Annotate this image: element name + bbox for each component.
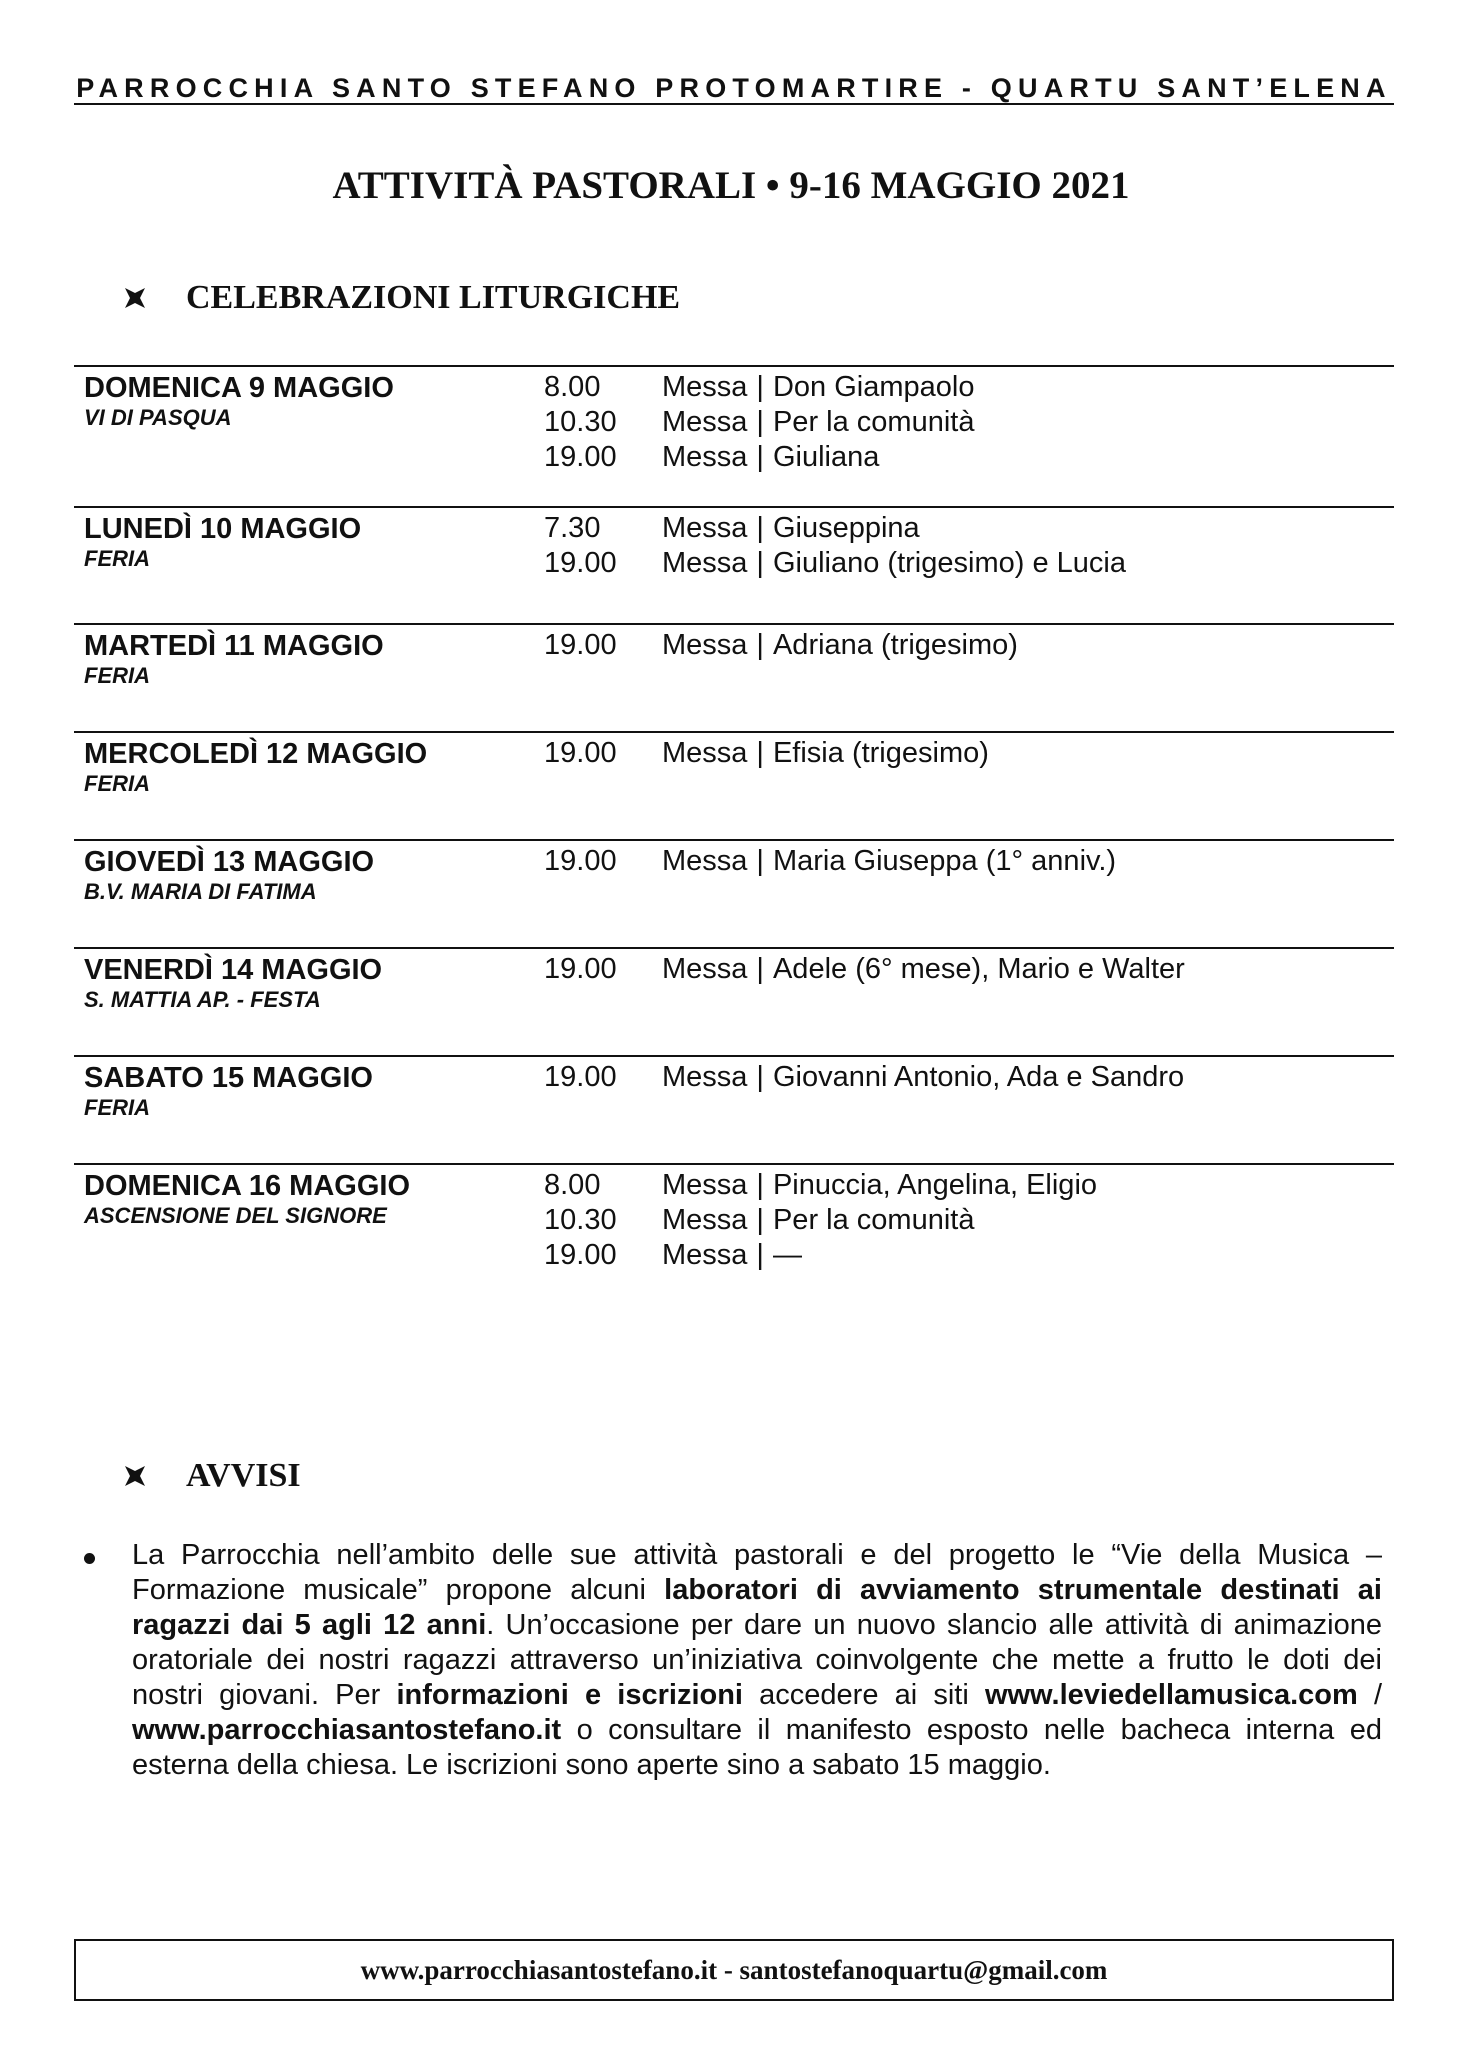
day-liturgy: VI DI PASQUA — [84, 405, 232, 430]
cross-icon — [124, 287, 146, 309]
day-liturgy: FERIA — [84, 1095, 150, 1120]
notices-title: AVVISI — [186, 1457, 301, 1494]
bullet-icon — [84, 1553, 95, 1564]
mass-type: Messa — [662, 1239, 748, 1271]
mass-type: Messa — [662, 441, 748, 473]
mass-row — [544, 628, 1018, 663]
page-title: ATTIVITÀ PASTORALI • 9-16 MAGGIO 2021 — [332, 164, 1130, 207]
notice-item — [132, 1538, 1382, 1783]
cross-icon — [124, 1465, 146, 1487]
separator: | — [756, 1204, 764, 1236]
mass-type: Messa — [662, 953, 748, 985]
mass-type: Messa — [662, 406, 748, 438]
mass-time: 19.00 — [544, 547, 617, 579]
separator: | — [756, 1239, 764, 1271]
day-row — [74, 623, 1394, 731]
mass-list — [544, 1168, 1097, 1273]
celebrations-title: CELEBRAZIONI LITURGICHE — [186, 279, 681, 316]
mass-row — [544, 1238, 1097, 1273]
day-row — [74, 839, 1394, 947]
mass-intention: Giuliana — [772, 441, 880, 473]
day-liturgy: B.V. MARIA DI FATIMA — [84, 879, 317, 904]
mass-row — [544, 844, 1116, 879]
parish-site-link[interactable]: www.parrocchiasantostefano.it — [132, 1714, 562, 1746]
notice-highlight: laboratori di avviamento strumentale destinati ai ragazzi dai 5 agli 12 anni — [132, 1574, 1382, 1641]
mass-intention: Pinuccia, Angelina, Eligio — [772, 1169, 1098, 1201]
mass-time: 10.30 — [544, 1204, 617, 1236]
mass-time: 19.00 — [544, 953, 617, 985]
mass-type: Messa — [662, 845, 748, 877]
mass-intention: Don Giampaolo — [772, 371, 975, 403]
mass-time: 8.00 — [544, 1169, 601, 1201]
mass-row — [544, 511, 1126, 546]
mass-intention: Per la comunità — [772, 1204, 975, 1236]
mass-time: 19.00 — [544, 845, 617, 877]
mass-type: Messa — [662, 547, 748, 579]
separator: | — [756, 1061, 764, 1093]
day-row — [74, 947, 1394, 1055]
notice-highlight: informazioni e iscrizioni — [396, 1679, 743, 1711]
music-site-link[interactable]: www.leviedellamusica.com — [984, 1679, 1358, 1711]
day-name: MERCOLEDÌ 12 MAGGIO — [84, 738, 428, 770]
mass-time: 7.30 — [544, 512, 601, 544]
mass-intention: Adriana (trigesimo) — [772, 629, 1018, 661]
mass-type: Messa — [662, 629, 748, 661]
day-liturgy: FERIA — [84, 771, 150, 796]
mass-time: 19.00 — [544, 1061, 617, 1093]
day-row — [74, 506, 1394, 623]
mass-type: Messa — [662, 512, 748, 544]
mass-row — [544, 546, 1126, 581]
parish-header: PARROCCHIA SANTO STEFANO PROTOMARTIRE - QUARTU SANT’ELENA — [76, 73, 1392, 103]
footer-box — [74, 1939, 1394, 2001]
separator: | — [756, 441, 764, 473]
mass-list — [544, 952, 1185, 987]
notice-text: accedere ai siti — [743, 1679, 985, 1711]
day-name: DOMENICA 9 MAGGIO — [84, 372, 394, 404]
mass-intention: Maria Giuseppa (1° anniv.) — [772, 845, 1117, 877]
mass-intention: Per la comunità — [772, 406, 975, 438]
separator: | — [756, 512, 764, 544]
day-liturgy: FERIA — [84, 546, 150, 571]
mass-list — [544, 370, 974, 475]
mass-time: 19.00 — [544, 737, 617, 769]
day-name: DOMENICA 16 MAGGIO — [84, 1170, 411, 1202]
mass-list — [544, 628, 1018, 663]
mass-row — [544, 370, 974, 405]
separator: | — [756, 845, 764, 877]
mass-intention: Giuseppina — [772, 512, 920, 544]
separator: | — [756, 371, 764, 403]
footer-contact: www.parrocchiasantostefano.it - santostefanoquartu@gmail.com — [360, 1954, 1108, 1985]
day-row — [74, 731, 1394, 839]
mass-type: Messa — [662, 1169, 748, 1201]
celebrations-heading — [124, 274, 680, 322]
mass-row — [544, 405, 974, 440]
day-row — [74, 365, 1394, 506]
mass-intention: Giovanni Antonio, Ada e Sandro — [772, 1061, 1185, 1093]
notices-heading — [124, 1452, 301, 1500]
mass-row — [544, 1203, 1097, 1238]
day-row — [74, 1055, 1394, 1163]
liturgical-schedule — [74, 365, 1394, 1295]
mass-intention: Giuliano (trigesimo) e Lucia — [772, 547, 1126, 579]
day-name: MARTEDÌ 11 MAGGIO — [84, 630, 384, 662]
day-name: GIOVEDÌ 13 MAGGIO — [84, 846, 375, 878]
mass-list — [544, 511, 1126, 581]
mass-row — [544, 1060, 1184, 1095]
day-liturgy: S. MATTIA AP. - FESTA — [84, 987, 321, 1012]
day-name: LUNEDÌ 10 MAGGIO — [84, 513, 362, 545]
mass-time: 19.00 — [544, 1239, 617, 1271]
notice-text: / — [1357, 1679, 1383, 1711]
day-liturgy: ASCENSIONE DEL SIGNORE — [84, 1203, 387, 1228]
mass-time: 19.00 — [544, 441, 617, 473]
mass-time: 19.00 — [544, 629, 617, 661]
mass-row — [544, 440, 974, 475]
mass-row — [544, 1168, 1097, 1203]
mass-row — [544, 952, 1185, 987]
mass-type: Messa — [662, 371, 748, 403]
notice-text: La Parrocchia nell’ambito delle sue attività pastorali e del progetto le “Vie della Musica – Formazione musicale” propone alcuni — [132, 1539, 1382, 1606]
mass-list — [544, 1060, 1184, 1095]
separator: | — [756, 547, 764, 579]
mass-intention: Adele (6° mese), Mario e Walter — [772, 953, 1185, 985]
day-name: VENERDÌ 14 MAGGIO — [84, 954, 383, 986]
mass-time: 8.00 — [544, 371, 601, 403]
separator: | — [756, 1169, 764, 1201]
mass-type: Messa — [662, 1204, 748, 1236]
mass-type: Messa — [662, 1061, 748, 1093]
separator: | — [756, 406, 764, 438]
mass-type: Messa — [662, 737, 748, 769]
mass-row — [544, 736, 989, 771]
day-row — [74, 1163, 1394, 1295]
mass-intention: Efisia (trigesimo) — [772, 737, 989, 769]
mass-intention: — — [772, 1239, 802, 1271]
header-divider — [74, 103, 1394, 105]
mass-list — [544, 736, 989, 771]
separator: | — [756, 629, 764, 661]
mass-list — [544, 844, 1116, 879]
mass-time: 10.30 — [544, 406, 617, 438]
notice-text: . Un’occasione per dare un nuovo slancio alle attività di animazione oratoriale dei nostri ragazzi attraverso un’iniziativa coinvolgente che mette a frutto le doti dei nostri giovani. Per — [132, 1609, 1382, 1711]
separator: | — [756, 737, 764, 769]
notice-text: o consultare il manifesto esposto nelle bacheca interna ed esterna della chiesa. Le iscrizioni sono aperte sino a sabato 15 maggio. — [132, 1714, 1382, 1781]
separator: | — [756, 953, 764, 985]
day-name: SABATO 15 MAGGIO — [84, 1062, 373, 1094]
day-liturgy: FERIA — [84, 663, 150, 688]
